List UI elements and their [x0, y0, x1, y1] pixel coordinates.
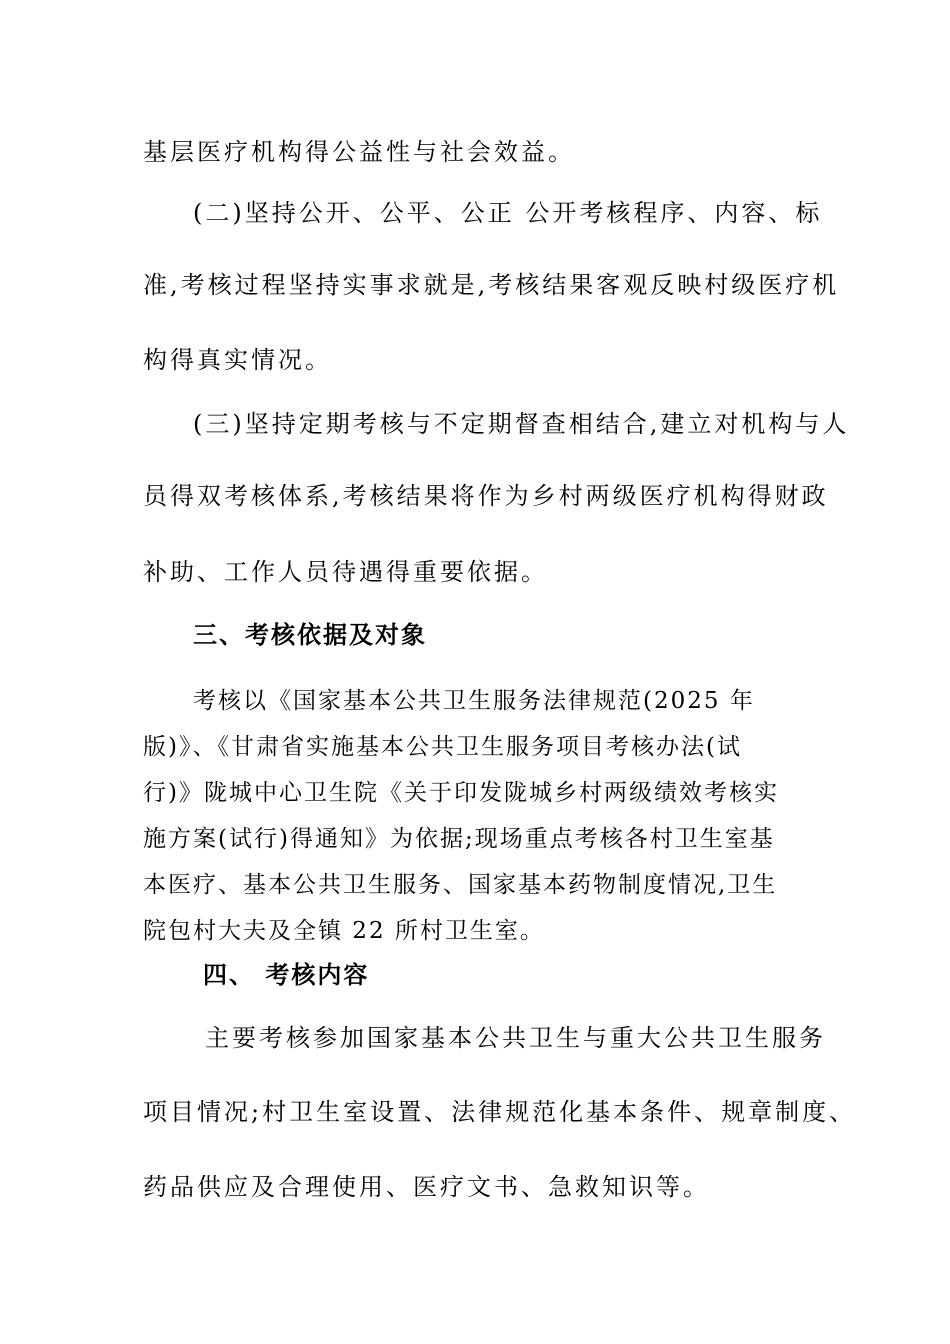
section-heading: 四、 考核内容: [203, 960, 370, 989]
paragraph-line: 项目情况;村卫生室设置、法律规范化基本条件、规章制度、: [143, 1098, 857, 1126]
paragraph-line: 施方案(试行)得通知》为依据;现场重点考核各村卫生室基: [143, 826, 775, 852]
paragraph-line: 补助、工作人员待遇得重要依据。: [143, 558, 548, 586]
paragraph-line: 本医疗、基本公共卫生服务、国家基本药物制度情况,卫生: [143, 872, 778, 898]
paragraph-line: 主要考核参加国家基本公共卫生与重大公共卫生服务: [205, 1024, 826, 1052]
paragraph-line: (二)坚持公开、公平、公正 公开考核程序、内容、标: [193, 199, 823, 227]
paragraph-line: 准,考核过程坚持实事求就是,考核结果客观反映村级医疗机: [143, 271, 840, 299]
paragraph-line: 院包村大夫及全镇 22 所村卫生室。: [143, 918, 545, 944]
paragraph-line: 基层医疗机构得公益性与社会效益。: [143, 138, 575, 166]
paragraph-line: 考核以《国家基本公共卫生服务法律规范(2025 年: [193, 688, 755, 714]
paragraph-line: 员得双考核体系,考核结果将作为乡村两级医疗机构得财政: [143, 482, 829, 510]
paragraph-line: 版)》、《甘肃省实施基本公共卫生服务项目考核办法(试: [143, 734, 742, 760]
section-heading: 三、考核依据及对象: [193, 620, 427, 649]
paragraph-line: 行)》陇城中心卫生院《关于印发陇城乡村两级绩效考核实: [143, 780, 779, 806]
paragraph-line: 构得真实情况。: [143, 346, 332, 374]
paragraph-line: (三)坚持定期考核与不定期督查相结合,建立对机构与人: [193, 410, 850, 438]
paragraph-line: 药品供应及合理使用、医疗文书、急救知识等。: [143, 1173, 710, 1201]
